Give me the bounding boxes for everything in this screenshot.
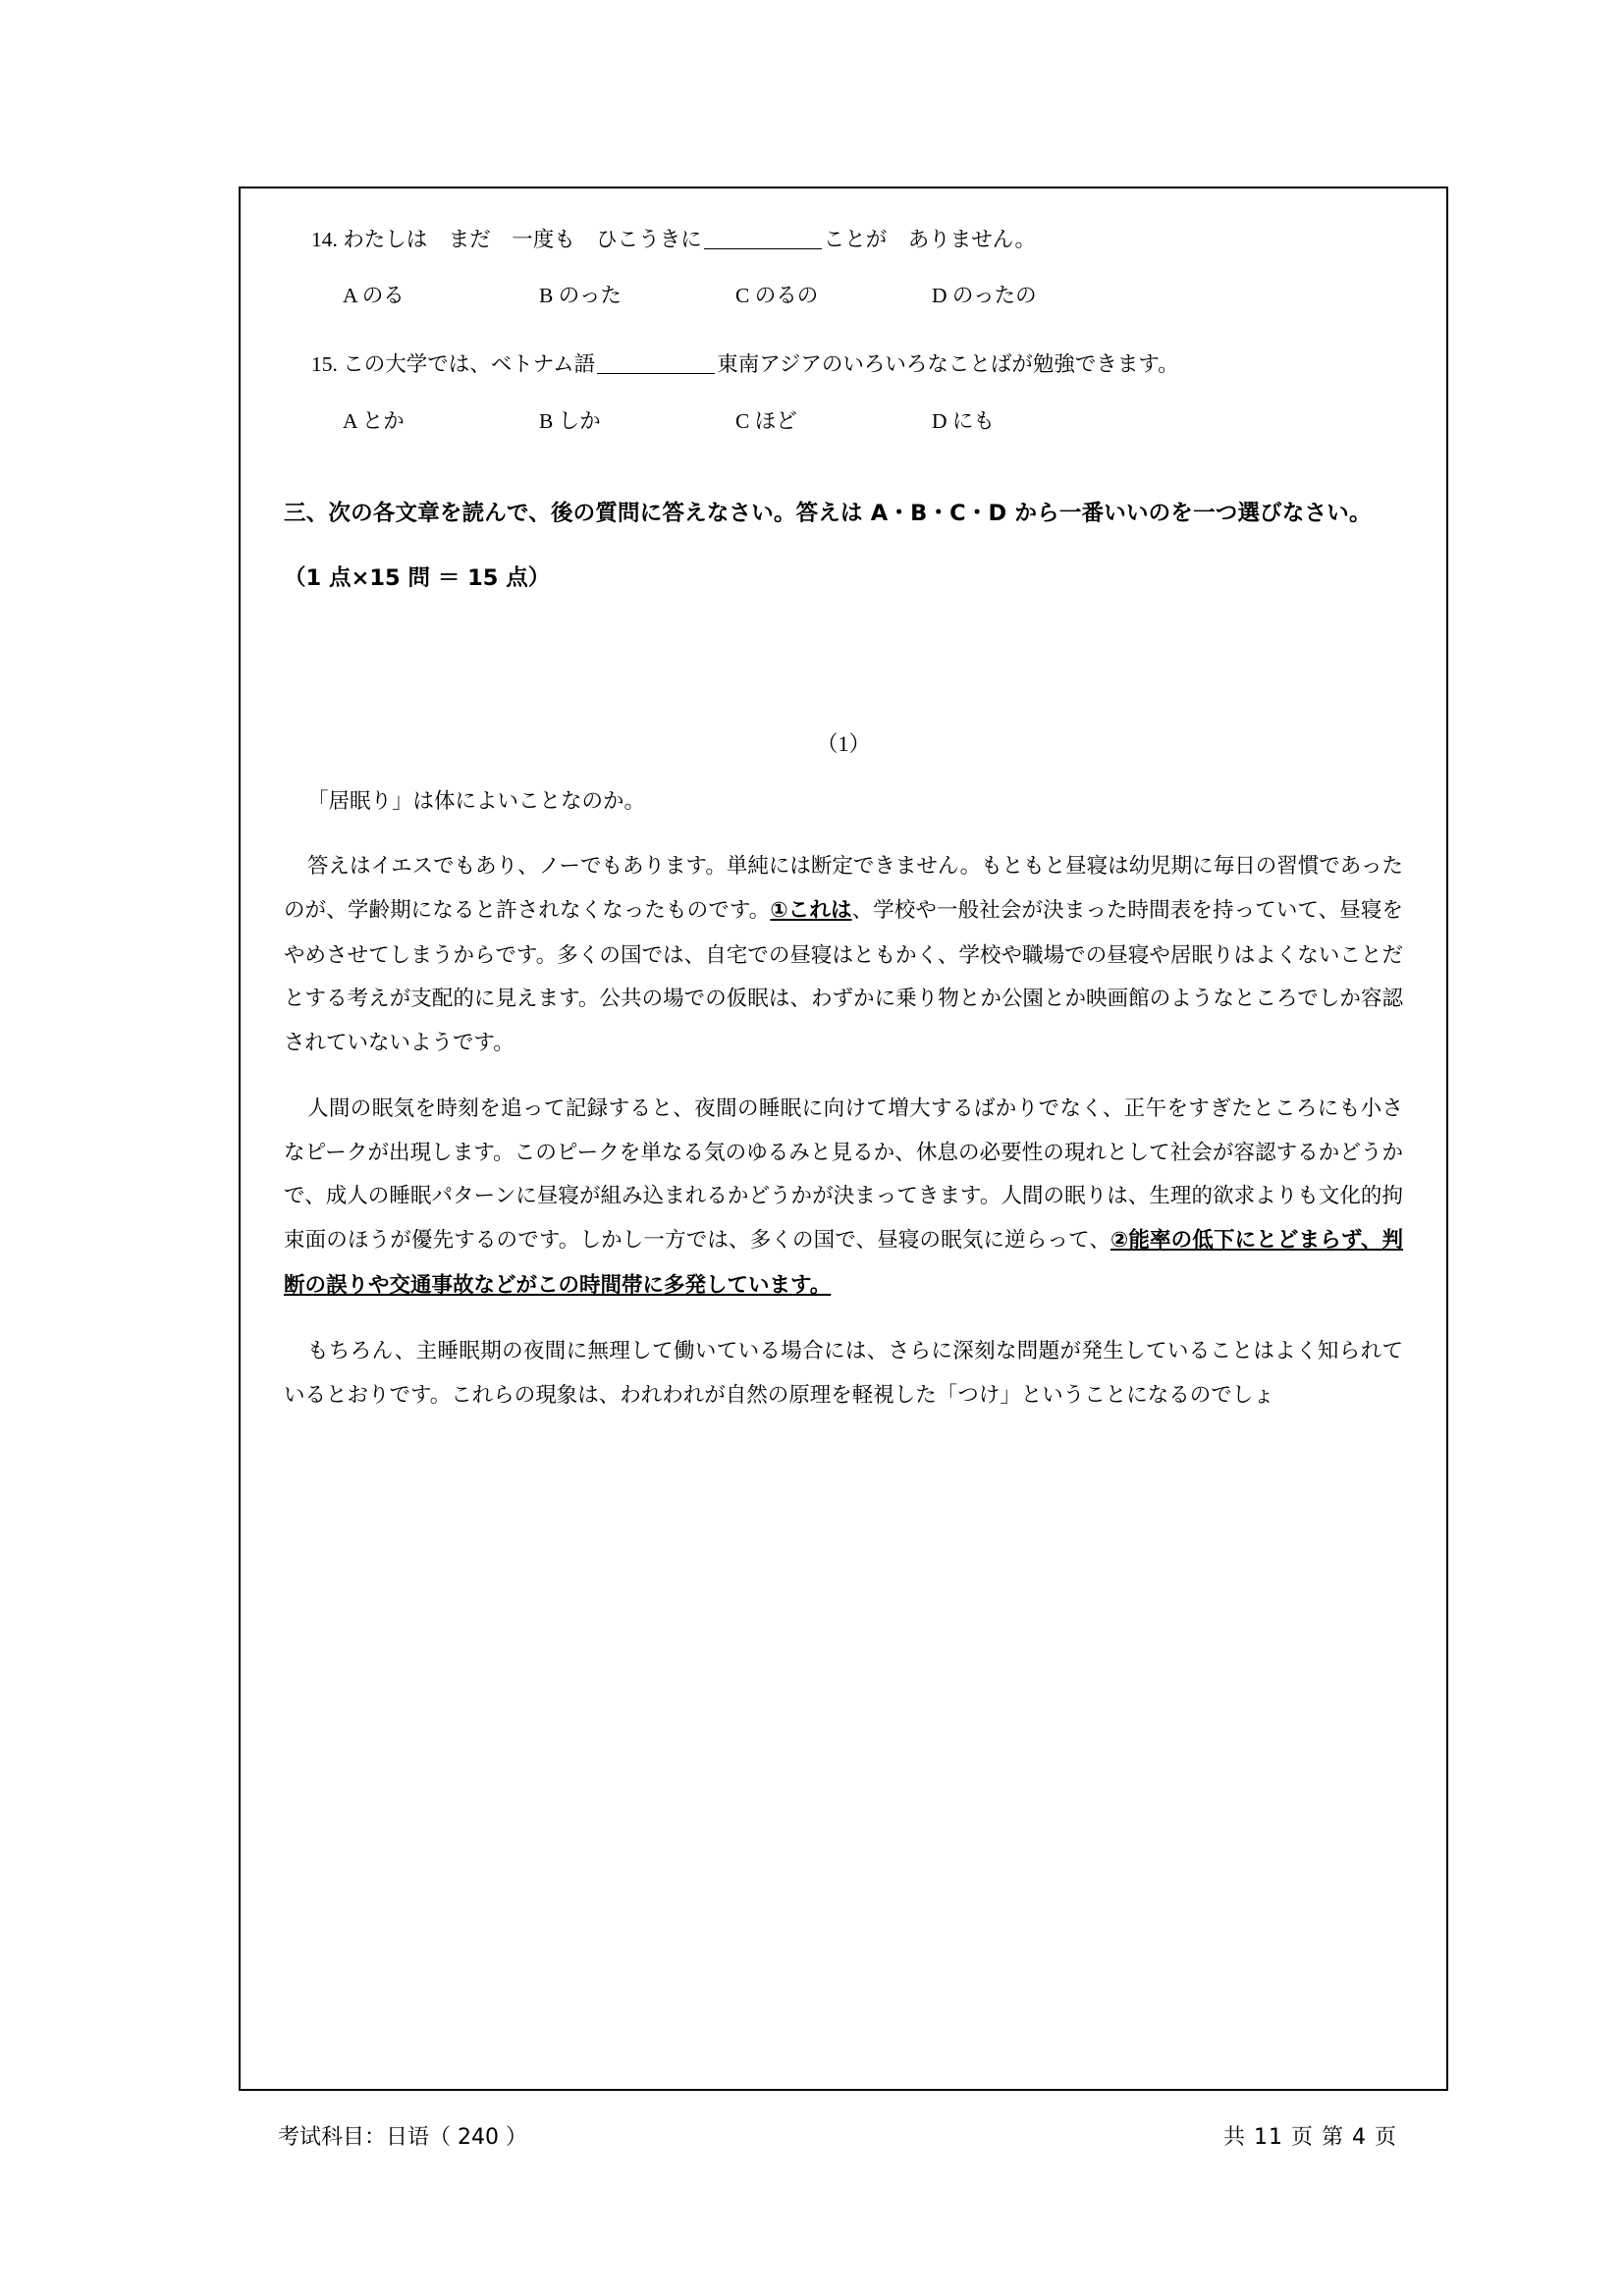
option-a[interactable]: A とか <box>343 408 405 433</box>
footer-subject: 考试科目：日语（ 240 ） <box>278 2125 527 2150</box>
passage-label: （1） <box>816 730 871 756</box>
section-heading: 三、次の各文章を読んで、後の質問に答えなさい。答えは A・B・C・D から一番いいのを一つ選びなさい。 <box>284 500 1372 526</box>
answer-blank <box>704 248 822 249</box>
passage-paragraph: 「居眠り」は体によいことなのか。 <box>307 788 646 813</box>
passage-paragraph <box>284 844 1403 1065</box>
option-c[interactable]: C のるの <box>735 284 819 308</box>
page-footer <box>239 2120 1448 2151</box>
answer-blank <box>597 373 715 374</box>
option-c[interactable]: C ほど <box>735 408 797 433</box>
options-row <box>284 279 1403 309</box>
footer-page-number: 共 11 页 第 4 页 <box>1223 2125 1397 2150</box>
passage-paragraph: もちろん、主睡眠期の夜間に無理して働いている場合には、さらに深刻な問題が発生していることはよく知られているとおりです。これらの現象は、われわれが自然の原理を軽視した「つけ」ということになるのでしょ <box>284 1339 1403 1408</box>
option-b[interactable]: B のった <box>539 284 623 308</box>
paragraph-text: 答えはイエスでもあり、ノーでもあります。単純には断定できません。もともと昼寝は幼児期に毎日の習慣であったのが、学齢期になると許されなくなったものです。 <box>284 854 1403 922</box>
question-item <box>284 348 1403 380</box>
passage-paragraph <box>284 1087 1403 1308</box>
option-d[interactable]: D にも <box>932 408 995 433</box>
option-a[interactable]: A のる <box>343 284 405 308</box>
underlined-marker-1: ①これは <box>770 897 852 923</box>
question-text-after: ことが ありません。 <box>823 228 1037 251</box>
option-b[interactable]: B しか <box>539 408 601 433</box>
underlined-marker-2: ②能率の低下にとどまらず、判断の誤りや交通事故などがこの時間帯に多発しています。 <box>284 1227 1403 1298</box>
question-text-before: わたしは まだ 一度も ひこうきに <box>343 228 702 251</box>
section-points: （1 点×15 問 ＝ 15 点） <box>284 564 551 591</box>
paragraph-text: 、学校や一般社会が決まった時間表を持っていて、昼寝をやめさせてしまうからです。多くの国では、自宅での昼寝はともかく、学校や職場での昼寝や居眠りはよくないことだとする考えが支配的に見えます。公共の場での仮眠は、わずかに乗り物とか公園とか映画館のようなところでしか容認されていないようです。 <box>284 897 1403 1055</box>
option-d[interactable]: D のったの <box>932 284 1037 308</box>
question-item <box>284 224 1403 255</box>
content-frame <box>239 187 1448 2091</box>
paragraph-text: 人間の眠気を時刻を追って記録すると、夜間の睡眠に向けて増大するばかりでなく、正午をすぎたところにも小さなピークが出現します。このピークを単なる気のゆるみと見るか、休息の必要性の現れとして社会が容認するかどうかで、成人の睡眠パターンに昼寝が組み込まれるかどうかが決まってきます。人間の眠りは、生理的欲求よりも文化的拘束面のほうが優先するのです。しかし一方では、多くの国で、昼寝の眠気に逆らって、 <box>284 1095 1403 1252</box>
question-number: 15. <box>311 352 338 377</box>
question-number: 14. <box>311 228 338 251</box>
question-text-after: 東南アジアのいろいろなことばが勉強できます。 <box>717 352 1179 377</box>
options-row <box>284 404 1403 435</box>
page-body <box>284 224 1403 1417</box>
question-text-before: この大学では、ベトナム語 <box>343 352 596 377</box>
